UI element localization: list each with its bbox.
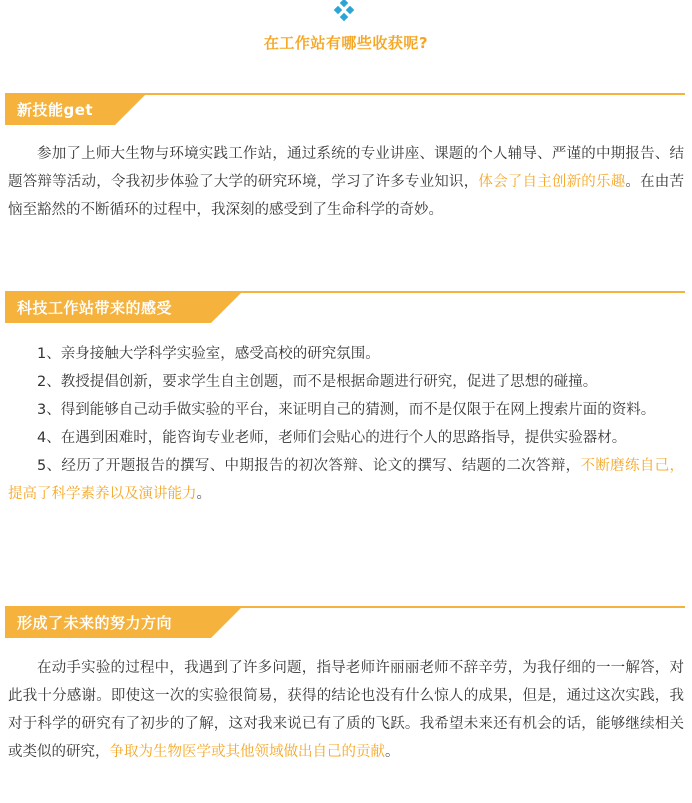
section-title: 新技能get [17, 101, 94, 119]
highlight-text: 体会了自主创新的乐趣 [478, 174, 626, 190]
section-header-tab [5, 293, 245, 323]
list-item-text: 2、教授提倡创新，要求学生自主创题，而不是根据命题进行研究，促进了思想的碰撞。 [37, 374, 598, 390]
section-header-tab [5, 608, 245, 638]
list-item [8, 424, 684, 452]
section-list [8, 340, 684, 508]
list-item-text: 4、在遇到困难时，能咨询专业老师，老师们会贴心的进行个人的思路指导，提供实验器材。 [37, 430, 627, 446]
list-item [8, 368, 684, 396]
section-paragraph [8, 140, 684, 224]
paragraph-text: 。在由苦恼至豁然的不断循环的过程中，我深刻的感受到了生命科学的奇妙。 [8, 174, 685, 218]
list-item-text: 1、亲身接触大学科学实验室，感受高校的研究氛围。 [37, 346, 380, 362]
paragraph-text: 在动手实验的过程中，我遇到了许多问题，指导老师许丽丽老师不辞辛劳，为我仔细的一一解答，对此我十分感谢。即使这一次的实验很简易，获得的结论也没有什么惊人的成果，但是，通过这次实践，我对于科学的研究有了初步的了解，这对我来说已有了质的飞跃。我希望未来还有机会的话，能够继续相关或类似的研究， [8, 660, 684, 760]
page-title: 在工作站有哪些收获呢? [263, 34, 429, 52]
section-header-tab [5, 95, 145, 125]
highlight-text: 不断磨练自己，提高了科学素养以及演讲能力 [8, 458, 684, 502]
section-paragraph [8, 654, 684, 766]
list-item-text: 。 [196, 486, 211, 502]
list-item [8, 396, 684, 424]
highlight-text: 争取为生物医学或其他领域做出自己的贡献 [109, 744, 385, 760]
section-title: 形成了未来的努力方向 [17, 614, 173, 632]
paragraph-text: 参加了上师大生物与环境实践工作站，通过系统的专业讲座、课题的个人辅导、严谨的中期报告、结题答辩等活动，令我初步体验了大学的研究环境，学习了许多专业知识， [8, 146, 684, 190]
diamond-cluster-icon [334, 0, 354, 24]
list-item [8, 340, 684, 368]
paragraph-text: 。 [385, 744, 400, 760]
list-item-text: 3、得到能够自己动手做实验的平台，来证明自己的猜测，而不是仅限于在网上搜索片面的资料。 [37, 402, 656, 418]
section-title: 科技工作站带来的感受 [17, 299, 173, 317]
list-item-text: 5、经历了开题报告的撰写、中期报告的初次答辩、论文的撰写、结题的二次答辩， [37, 458, 581, 474]
list-item [8, 452, 684, 508]
